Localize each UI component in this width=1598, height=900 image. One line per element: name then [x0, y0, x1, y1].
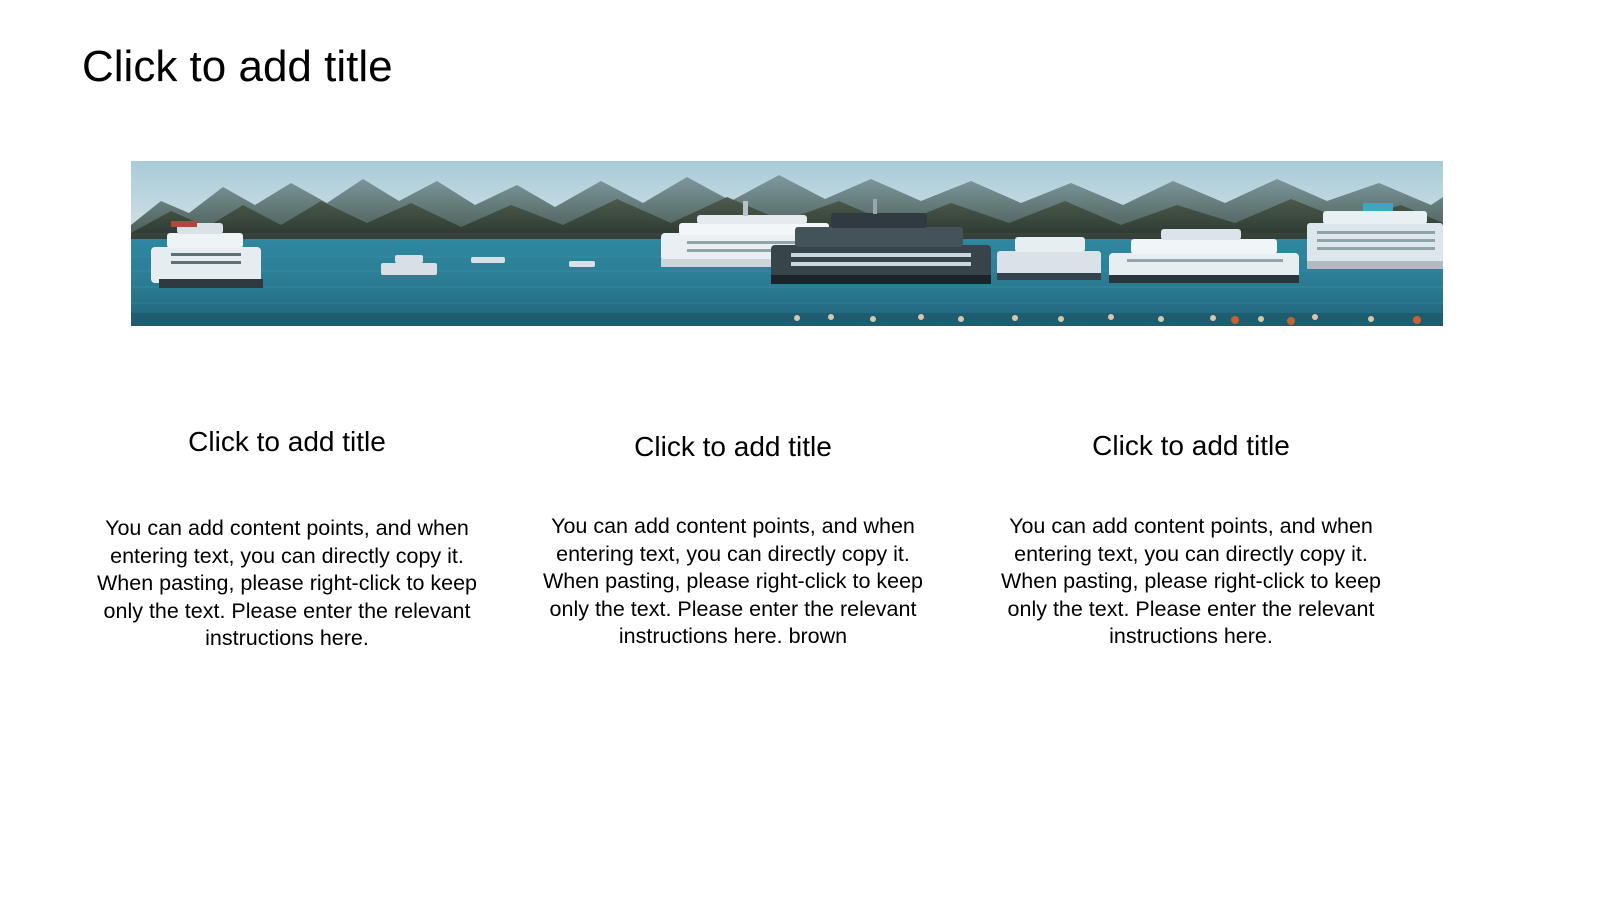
column-body-placeholder[interactable]: You can add content points, and when entering text, you can directly copy it. When pasting, please right-click to keep only the text. Please enter the relevant instructions here. [1000, 514, 1382, 648]
column-body-placeholder[interactable]: You can add content points, and when entering text, you can directly copy it. When pasting, please right-click to keep only the text. Please enter the relevant instructions here. [96, 516, 478, 650]
column-title-placeholder[interactable]: Click to add title [634, 431, 832, 462]
harbor-photo[interactable] [131, 161, 1443, 326]
column-title-placeholder[interactable]: Click to add title [1092, 430, 1290, 461]
content-column-2 [538, 415, 928, 651]
content-column-3 [996, 415, 1386, 651]
slide-title-placeholder[interactable]: Click to add title [82, 42, 393, 91]
column-title-placeholder[interactable]: Click to add title [188, 426, 386, 457]
content-column-1 [92, 415, 482, 653]
harbor-photo-graphic [131, 161, 1443, 326]
column-body-placeholder[interactable]: You can add content points, and when entering text, you can directly copy it. When pasting, please right-click to keep only the text. Please enter the relevant instructions here. brown [542, 514, 924, 648]
